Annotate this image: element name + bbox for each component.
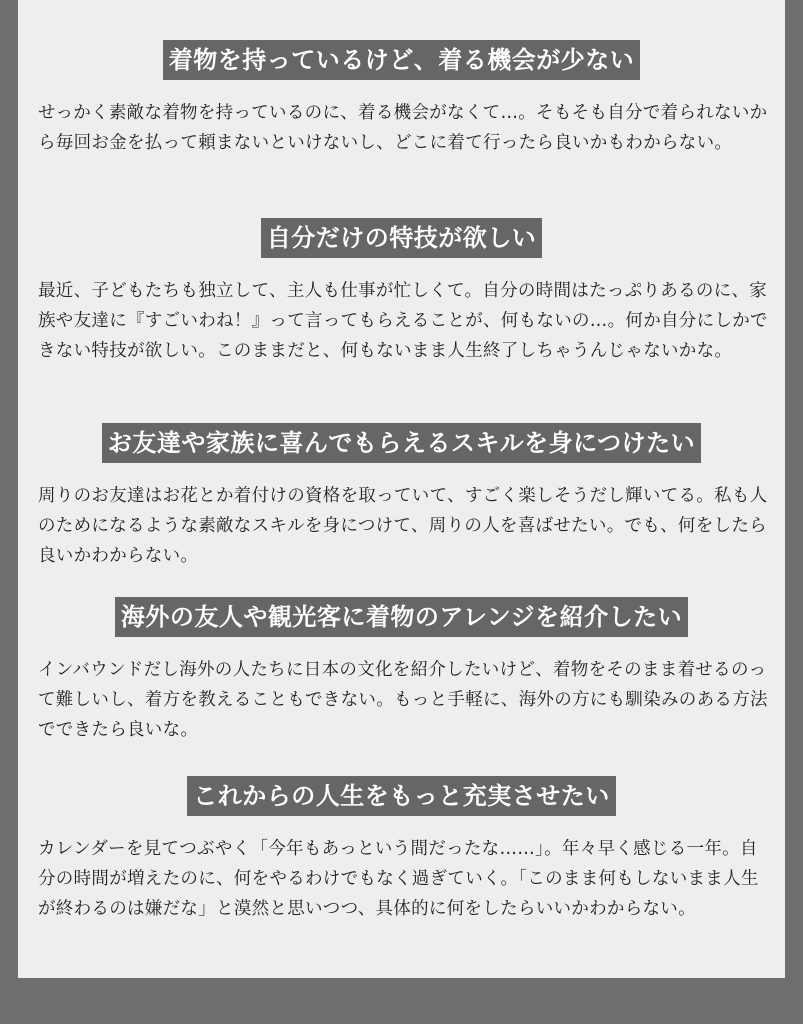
section-please-others — [18, 423, 785, 571]
section-heading: 海外の友人や観光客に着物のアレンジを紹介したい — [115, 597, 688, 637]
section-heading-wrap — [18, 597, 785, 641]
section-heading-wrap — [18, 423, 785, 467]
section-introduce-overseas — [18, 597, 785, 745]
section-body: 周りのお友達はお花とか着付けの資格を取っていて、すごく楽しそうだし輝いてる。私も人のためになるような素敵なスキルを身につけて、周りの人を喜ばせたい。でも、何をしたら良いかわからない。 — [38, 486, 768, 566]
section-heading: これからの人生をもっと充実させたい — [187, 776, 616, 816]
section-special-skill — [18, 218, 785, 366]
section-heading-wrap — [18, 776, 785, 820]
content-panel — [18, 0, 785, 978]
section-fulfilling-life — [18, 776, 785, 924]
section-heading: 自分だけの特技が欲しい — [261, 218, 543, 258]
section-body: せっかく素敵な着物を持っているのに、着る機会がなくて…。そもそも自分で着られないから毎回お金を払って頼まないといけないし、どこに着て行ったら良いかもわからない。 — [38, 103, 768, 153]
section-body: 最近、子どもたちも独立して、主人も仕事が忙しくて。自分の時間はたっぷりあるのに、家族や友達に『すごいわね！』って言ってもらえることが、何もないの…。何か自分にしかできない特技が欲しい。このままだと、何もないまま人生終了しちゃうんじゃないかな。 — [38, 281, 768, 361]
section-body: インバウンドだし海外の人たちに日本の文化を紹介したいけど、着物をそのまま着せるのって難しいし、着方を教えることもできない。もっと手軽に、海外の方にも馴染みのある方法でできたら良いな。 — [38, 660, 768, 740]
section-body: カレンダーを見てつぶやく「今年もあっという間だったな……」。年々早く感じる一年。自分の時間が増えたのに、何をやるわけでもなく過ぎていく。「このまま何もしないまま人生が終わるのは嫌だな」と漠然と思いつつ、具体的に何をしたらいいかわからない。 — [38, 839, 759, 919]
section-heading: お友達や家族に喜んでもらえるスキルを身につけたい — [102, 423, 701, 463]
section-heading: 着物を持っているけど、着る機会が少ない — [163, 40, 641, 80]
section-kimono-opportunity — [18, 40, 785, 158]
section-heading-wrap — [18, 218, 785, 262]
section-heading-wrap — [18, 40, 785, 84]
